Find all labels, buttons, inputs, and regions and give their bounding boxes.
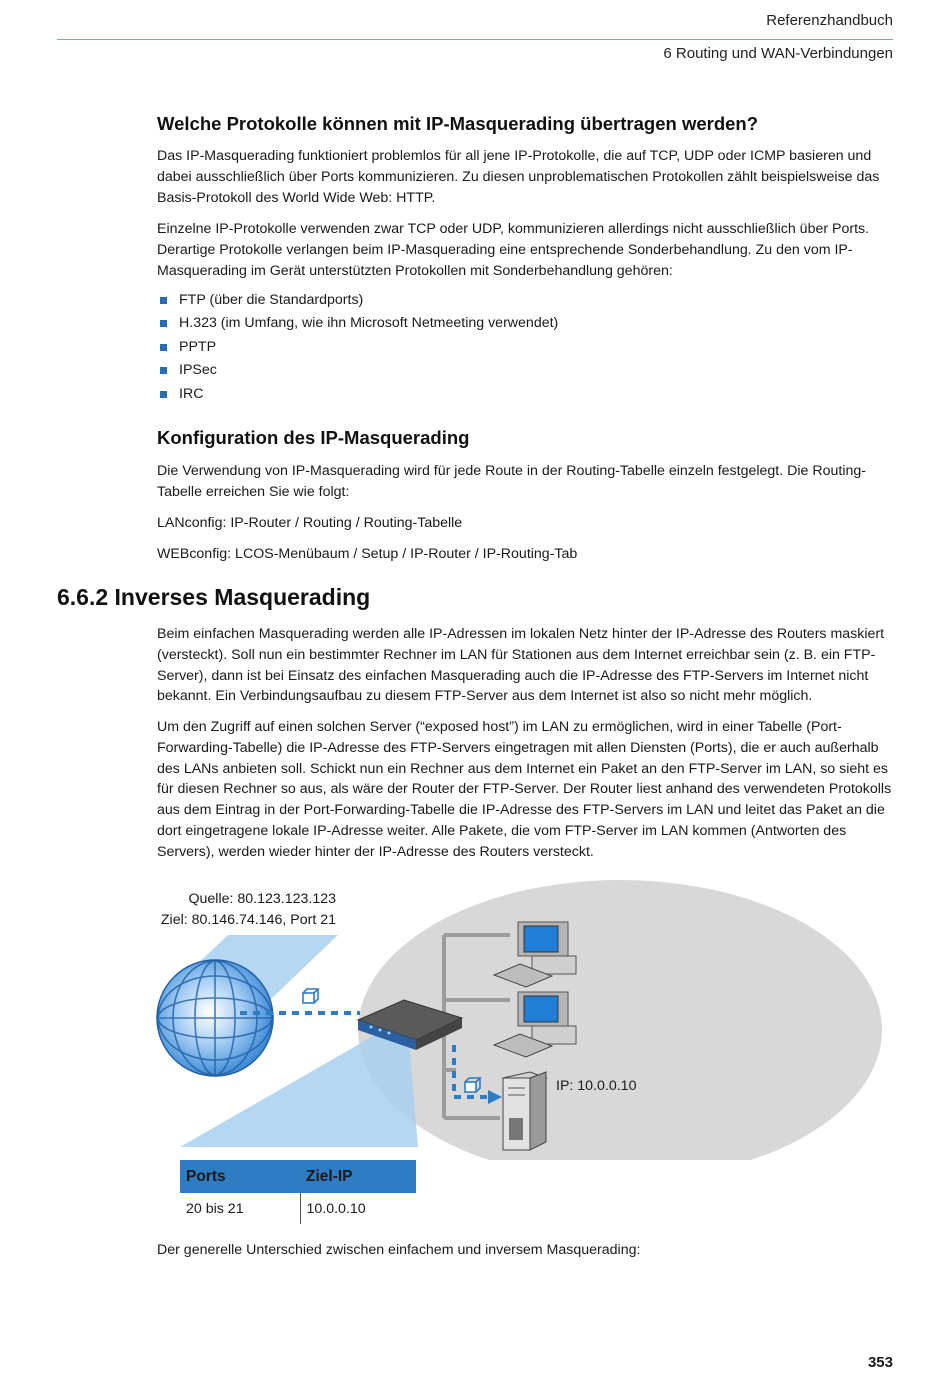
list-item-text: IPSec	[179, 362, 217, 379]
bullet-square-icon	[160, 391, 167, 398]
running-header-chapter: 6 Routing und WAN-Verbindungen	[663, 45, 893, 62]
list-item	[157, 290, 558, 313]
page-number: 353	[867, 1354, 893, 1371]
paragraph-port-forwarding: Um den Zugriff auf einen solchen Server (“exposed host”) im LAN zu ermöglichen, wird in einer Tabelle (Port-Forwarding-Tabelle) die IP-Adresse des FTP-Servers eingetragen mit allen Diensten (Ports), die er auch außerhalb des LANs anbieten soll. Schickt nun ein Rechner aus dem Internet ein Paket an den FTP-Server im LAN, so sieht es für diesen Rechner so aus, als wäre der Router der FTP-Server. Der Router liest anhand des verwendeten Protokolls aus dem Eintrag in der Port-Forwarding-Tabelle die IP-Adresse des FTP-Servers im LAN und leitet das Paket an die dort eingetragene lokale IP-Adresse weiter. Alle Pakete, die vom FTP-Server im LAN kommen (Antworten des Servers), werden wieder hinter der IP-Adresse des Routers versteckt.	[157, 719, 892, 860]
column-header-target-ip: Ziel-IP	[300, 1160, 416, 1193]
list-item	[157, 337, 558, 360]
bullet-square-icon	[160, 344, 167, 351]
list-item	[157, 384, 558, 407]
port-forwarding-table	[180, 1160, 416, 1224]
list-item	[157, 360, 558, 383]
list-item	[157, 313, 558, 336]
paragraph-configuration: Die Verwendung von IP-Masquerading wird für jede Route in der Routing-Tabelle einzeln festgelegt. Die Routing-Tabelle erreichen Sie wie folgt:	[157, 463, 866, 500]
server-ip-label: IP: 10.0.0.10	[556, 1078, 637, 1094]
cell-target-ip: 10.0.0.10	[306, 1200, 366, 1217]
paragraph-special-protocols: Einzelne IP-Protokolle verwenden zwar TCP oder UDP, kommunizieren allerdings nicht ausschließlich über Ports. Derartige Protokolle verlangen beim IP-Masquerading eine entsprechende Sonderbehandlung. Zu den vom IP-Masquerading im Gerät unterstützten Protokollen mit Sonderbehandlung gehören:	[157, 221, 870, 279]
list-item-text: PPTP	[179, 338, 217, 355]
list-item-text: IRC	[179, 385, 204, 402]
list-item-text: FTP (über die Standardports)	[179, 292, 364, 308]
table-row	[180, 1193, 416, 1224]
ftp-server-icon	[503, 1072, 546, 1150]
column-header-ports: Ports	[180, 1160, 300, 1193]
bullet-square-icon	[160, 320, 167, 327]
heading-protocols: Welche Protokolle können mit IP-Masquerading übertragen werden?	[157, 113, 759, 134]
paragraph-difference: Der generelle Unterschied zwischen einfachem und inversem Masquerading:	[157, 1242, 641, 1258]
running-header-book: Referenzhandbuch	[766, 12, 893, 29]
bullet-square-icon	[160, 367, 167, 374]
header-rule	[57, 39, 893, 40]
list-item-text: H.323 (im Umfang, wie ihn Microsoft Netmeeting verwendet)	[179, 315, 559, 332]
heading-inverse-masquerading: 6.6.2 Inverses Masquerading	[57, 584, 371, 610]
heading-configuration: Konfiguration des IP-Masquerading	[157, 427, 470, 448]
lanconfig-path: LANconfig: IP-Router / Routing / Routing-Tabelle	[157, 515, 463, 531]
protocol-list	[157, 290, 558, 407]
packet-icon	[303, 989, 318, 1003]
cell-ports: 20 bis 21	[180, 1193, 300, 1224]
paragraph-protocols-intro: Das IP-Masquerading funktioniert problemlos für all jene IP-Protokolle, die auf TCP, UDP oder ICMP basieren und dabei ausschließlich über Ports kommunizieren. Zu diesen unproblematischen Protokollen zählt beispielsweise das Basis-Protokoll des World Wide Web: HTTP.	[157, 148, 880, 206]
webconfig-path: WEBconfig: LCOS-Menübaum / Setup / IP-Router / IP-Routing-Tab	[157, 546, 578, 562]
inverse-masquerading-diagram	[0, 870, 950, 1160]
bullet-square-icon	[160, 297, 167, 304]
target-label: Ziel: 80.146.74.146, Port 21	[160, 912, 336, 928]
internet-globe-icon	[157, 960, 273, 1076]
source-label: Quelle: 80.123.123.123	[188, 891, 336, 907]
paragraph-simple-masquerading: Beim einfachen Masquerading werden alle IP-Adressen im lokalen Netz hinter der IP-Adresse des Routers maskiert (versteckt). Soll nun ein bestimmter Rechner im LAN für Stationen aus dem Internet erreichbar sein (z. B. ein FTP-Server), dann ist bei Einsatz des einfachen Masquerading auch die IP-Adresse des FTP-Servers im Internet nicht bekannt. Ein Verbindungsaufbau zu diesem FTP-Server aus dem Internet ist also so nicht mehr möglich.	[157, 626, 885, 705]
